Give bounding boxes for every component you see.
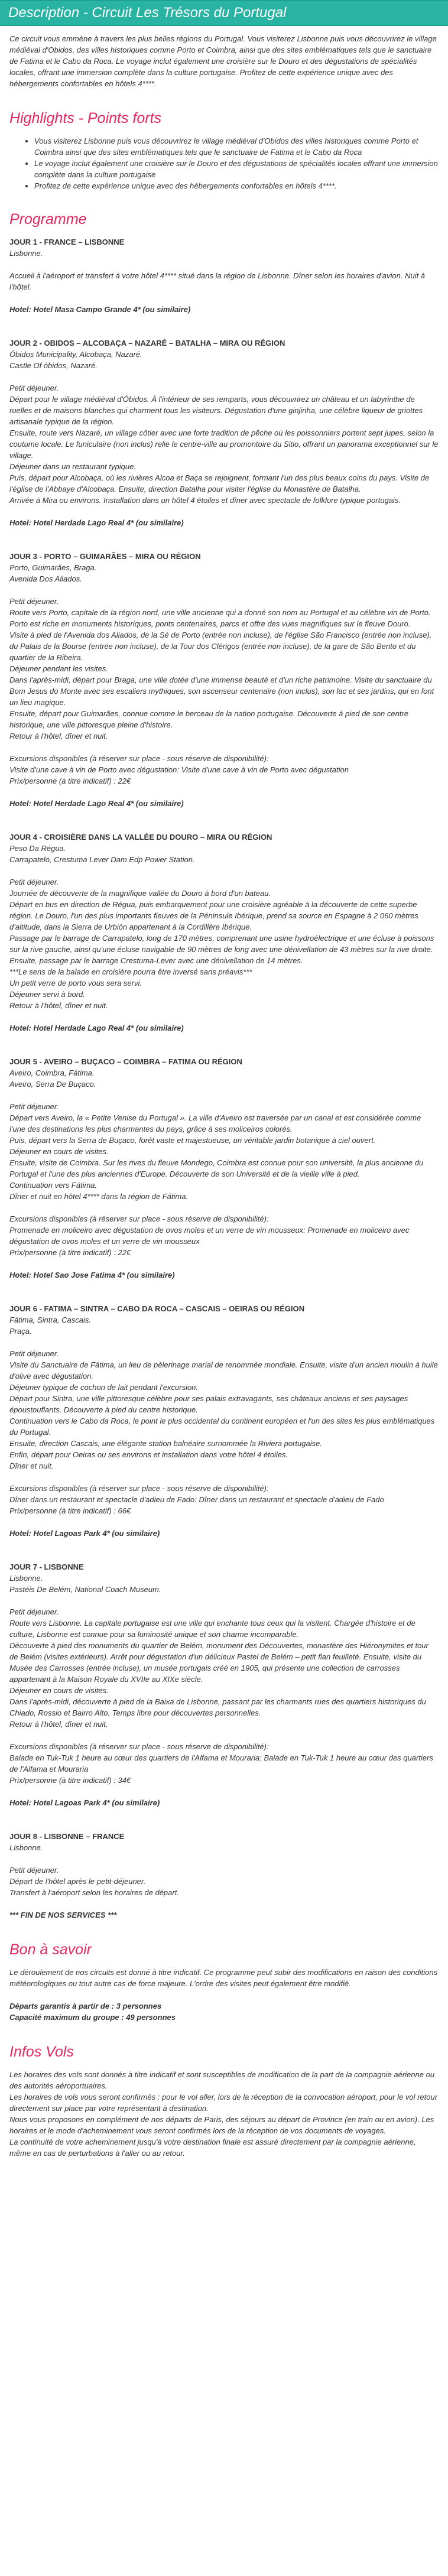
day-section	[9, 337, 439, 528]
day-text-line: Passage par le barrage de Carrapatelo, long de 170 mètres, comprenant une usine hydroélectrique et une écluse à poissons sur la rive gauche, ainsi qu'une écluse navigable de 90 mètres de long avec une dénivellation de 43 mètres sur la rive droite.	[9, 934, 434, 954]
day-places: Fátima, Sintra, Cascais.	[9, 1315, 91, 1324]
day-places: Aveiro, Coimbra, Fátima.	[9, 1068, 95, 1077]
highlight-item: • Profitez de cette expérience unique avec des hébergements confortables en hôtels 4****.	[34, 180, 439, 191]
day-section	[9, 831, 439, 1034]
description-banner: Description - Circuit Les Trésors du Portugal	[0, 0, 448, 26]
day-text-line: ***Le sens de la balade en croisière pourra être inversé sans préavis***	[9, 967, 252, 976]
day-text-line: Petit déjeuner.	[9, 878, 59, 886]
programme-days	[9, 236, 439, 1921]
day-places: Óbidos Municipality, Alcobaça, Nazaré.	[9, 350, 142, 359]
day-places: Aveiro, Serra De Buçaco.	[9, 1080, 96, 1089]
day-text-line: Dîner dans un restaurant et spectacle d'adieu de Fado: Dîner dans un restaurant et spectacle d'adieu de Fado	[9, 1495, 384, 1504]
day-text-line: Dîner et nuit.	[9, 1461, 54, 1470]
day-text-line: Accueil à l'aéroport et transfert à votre hôtel 4**** situé dans la région de Lisbonne. Dîner selon les horaires d'avion. Nuit à l'hôtel.	[9, 271, 426, 291]
day-text-line: Visite d'une cave à vin de Porto avec dégustation: Visite d'une cave à vin de Porto avec dégustation	[9, 765, 349, 774]
highlights-list	[9, 135, 439, 191]
day-heading: JOUR 6 - FATIMA – SINTRA – CABO DA ROCA – CASCAIS – OEIRAS OU RÉGION	[9, 1304, 305, 1313]
infos-vols-line: Les horaires des vols sont donnés à titre indicatif et sont susceptibles de modification de la part de la compagnie aérienne ou des autorités aéroportuaires.	[9, 2070, 435, 2090]
day-text-line: Route vers Lisbonne. La capitale portugaise est une ville qui enchante tous ceux qui la visitent. Chargée d'histoire et de culture, Lisbonne est connue pour sa luminosité unique et son charme incomparable.	[9, 1619, 415, 1639]
content	[0, 26, 448, 2159]
day-places: Pastéis De Belém, National Coach Museum.	[9, 1585, 161, 1594]
day-heading: JOUR 7 - LISBONNE	[9, 1563, 84, 1571]
infos-vols-line: Les horaires de vols vous seront confirmés : pour le vol aller, lors de la réception de la convocation aéroport, pour le vol retour directement sur place par votre représentant à destination.	[9, 2093, 438, 2113]
day-text-line: Transfert à l'aéroport selon les horaires de départ.	[9, 1888, 179, 1897]
day-text-line: Excursions disponibles (à réserver sur place - sous réserve de disponibilité):	[9, 1484, 269, 1493]
day-places: Carrapatelo, Crestuma Lever Dam Edp Power Station.	[9, 855, 195, 864]
infos-vols-heading: Infos Vols	[9, 2044, 74, 2060]
day-text-line: Excursions disponibles (à réserver sur place - sous réserve de disponibilité):	[9, 754, 269, 763]
day-text-line: Petit déjeuner.	[9, 384, 59, 392]
day-hotel: Hotel: Hotel Lagoas Park 4* (ou similaire)	[9, 1798, 160, 1807]
day-text-line: Prix/personne (à titre indicatif) : 66€	[9, 1506, 131, 1515]
day-text-line: Excursions disponibles (à réserver sur place - sous réserve de disponibilité):	[9, 1742, 269, 1751]
bon-savoir-max-capacity: Capacité maximum du groupe : 49 personnes	[9, 2013, 176, 2022]
day-text-line: Déjeuner servi à bord.	[9, 990, 85, 999]
day-text-line: Petit déjeuner.	[9, 1102, 59, 1111]
infos-vols-text	[9, 2069, 439, 2159]
day-text-line: Ensuite, passage par le barrage Crestuma-Lever avec une dénivellation de 14 mètres.	[9, 956, 303, 965]
day-text-line: Prix/personne (à titre indicatif) : 22€	[9, 777, 131, 785]
day-section	[9, 1056, 439, 1281]
day-text-line: Dans l'après-midi, découverte à pied de la Baixa de Lisbonne, passant par les charmants rues des quartiers historiques du Chiado, Rossio et Bairro Alto. Temps libre pour découvertes personnelles.	[9, 1697, 426, 1717]
day-places: Praça.	[9, 1327, 32, 1336]
day-places: Peso Da Régua.	[9, 844, 66, 853]
bon-savoir-heading: Bon à savoir	[9, 1941, 92, 1958]
day-text-line: Ensuite, route vers Nazaré, un village côtier avec une forte tradition de pêche où les poissonniers portent sept jupes, selon la coutume locale. Le funiculaire (non inclus) relie le centre-ville au promontoire du Sitio, offrant un panorama exceptionnel sur le village.	[9, 428, 439, 460]
highlight-item: • Le voyage inclut également une croisière sur le Douro et des dégustations de spécialités locales offrant une immersion complète dans la culture portugaise	[34, 158, 439, 180]
day-text-line: Enfin, départ pour Oeiras ou ses environs et installation dans votre hôtel 4 étoiles.	[9, 1450, 288, 1459]
day-heading: JOUR 3 - PORTO – GUIMARÃES – MIRA OU RÉGION	[9, 552, 201, 561]
day-text-line: Ensuite, visite de Coimbra. Sur les rives du fleuve Mondego, Coimbra est connue pour son université, la plus ancienne du Portugal et l'une des plus anciennes d'Europe. Découverte de son Université et de la vieille ville à pied.	[9, 1158, 424, 1178]
day-places: Lisbonne.	[9, 1574, 43, 1583]
day-text-line: Petit déjeuner.	[9, 1866, 59, 1875]
day-text-line: Visite du Sanctuaire de Fátima, un lieu de pèlerinage marial de renommée mondiale. Ensuite, visite d'un ancien moulin à huile d'olive avec dégustation.	[9, 1360, 438, 1380]
day-text-line: Dîner et nuit en hôtel 4**** dans la région de Fátima.	[9, 1192, 189, 1201]
day-text-line: Retour à l'hôtel, dîner et nuit.	[9, 1001, 108, 1010]
day-text-line: Déjeuner en cours de visites.	[9, 1686, 109, 1695]
day-section	[9, 1561, 439, 1808]
day-text-line: Petit déjeuner.	[9, 1349, 59, 1358]
day-text-line: Arrivée à Mira ou environs. Installation dans un hôtel 4 étoiles et dîner avec spectacle de folklore typique portugais.	[9, 496, 401, 505]
day-text-line: Prix/personne (à titre indicatif) : 22€	[9, 1248, 131, 1257]
day-text-line: Départ pour le village médiéval d'Óbidos. À l'intérieur de ses remparts, vous découvrirez un château et un labyrinthe de ruelles et de maisons blanches qui charment tous les visiteurs. Dégustation d'une ginjinha, une célèbre liqueur de griottes artisanale typique de la région.	[9, 395, 423, 426]
day-text-line: Départ vers Aveiro, la « Petite Venise du Portugal ». La ville d'Aveiro est traversée par un canal et est considérée comme l'une des destinations les plus charmantes du pays, grâce à ses moliceiros colorés.	[9, 1113, 421, 1133]
day-text-line: Départ pour Sintra, une ville pittoresque célèbre pour ses palais extravagants, ses châteaux anciens et ses paysages époustouflants. Découverte à pied du centre historique.	[9, 1394, 408, 1414]
day-text-line: Découverte à pied des monuments du quartier de Belém, monument des Découvertes, monastère des Hiéronymites et tour de Belém (visites extérieurs). Arrêt pour dégustation d'un délicieux Pastel de Belém – petit flan feuilleté. Ensuite, visite du Musée des Carrosses (entrée incluse), un musée portugais créé en 1905, qui présente une collection de carrosses appartenant à la Maison Royale du XVIIe au XIXe siècle.	[9, 1641, 428, 1684]
day-text-line: Dans l'après-midi, départ pour Braga, une ville dotée d'une immense beauté et d'un riche patrimoine. Visite du sanctuaire du Bom Jesus do Monte avec ses escaliers mythiques, son ascenseur centenaire (non inclus), son lac et ses jardins, qui en font un lieu magique.	[9, 675, 434, 707]
day-text-line: Déjeuner en cours de visites.	[9, 1147, 109, 1156]
day-text-line: Continuation vers Fátima.	[9, 1181, 98, 1190]
highlight-item: • Vous visiterez Lisbonne puis vous découvrirez le village médiéval d'Obidos des villes historiques comme Porto et Coimbra ainsi que des sites emblématiques tels que le sanctuaire de Fatima et le Cabo da Roca	[34, 135, 439, 158]
day-hotel: Hotel: Hotel Sao Jose Fatima 4* (ou similaire)	[9, 1271, 175, 1279]
day-heading: JOUR 2 - OBIDOS – ALCOBAÇA – NAZARÉ – BATALHA – MIRA OU RÉGION	[9, 339, 285, 347]
intro-text: Ce circuit vous emmène à travers les plus belles régions du Portugal. Vous visiterez Lisbonne puis vous découvrirez le village médiéval d'Obidos, des villes historiques comme Porto et Coimbra, ainsi que des sites emblématiques tels que le sanctuaire de Fatima et le Cabo da Roca. Le voyage inclut également une croisière sur le Douro et des dégustations de spécialités locales, offrant une immersion complète dans la culture portugaise. Profitez de cette expérience unique avec des hébergements confortables en hôtels 4****.	[9, 34, 437, 88]
day-section	[9, 1831, 439, 1921]
bon-savoir-text: Le déroulement de nos circuits est donné à titre indicatif. Ce programme peut subir des modifications en raison des conditions météorologiques ou tout autre cas de force majeure. L'ordre des visites peut également être modifié.	[9, 1968, 438, 1988]
day-hotel: Hotel: Hotel Herdade Lago Real 4* (ou similaire)	[9, 1024, 184, 1032]
day-hotel: *** FIN DE NOS SERVICES ***	[9, 1911, 117, 1919]
day-text-line: Un petit verre de porto vous sera servi.	[9, 979, 142, 987]
day-text-line: Promenade en moliceiro avec dégustation de ovos moles et un verre de vin mousseux: Promenade en moliceiro avec dégustation de ovos moles et un verre de vin mousseux	[9, 1226, 410, 1246]
day-heading: JOUR 4 - CROISIÈRE DANS LA VALLÉE DU DOURO – MIRA OU RÉGION	[9, 833, 272, 842]
day-hotel: Hotel: Hotel Herdade Lago Real 4* (ou similaire)	[9, 518, 184, 527]
day-places: Porto, Guimarães, Braga.	[9, 563, 97, 572]
day-heading: JOUR 1 - FRANCE – LISBONNE	[9, 238, 125, 246]
day-section	[9, 1303, 439, 1539]
day-text-line: Déjeuner dans un restaurant typique.	[9, 462, 136, 471]
day-text-line: Journée de découverte de la magnifique vallée du Douro à bord d'un bateau.	[9, 889, 271, 898]
day-heading: JOUR 8 - LISBONNE – FRANCE	[9, 1832, 125, 1841]
day-hotel: Hotel: Hotel Masa Campo Grande 4* (ou similaire)	[9, 305, 191, 314]
day-text-line: Balade en Tuk-Tuk 1 heure au cœur des quartiers de l'Alfama et Mouraria: Balade en Tuk-Tuk 1 heure au cœur des quartiers de l'Alfama et Mouraria	[9, 1753, 433, 1773]
day-hotel: Hotel: Hotel Lagoas Park 4* (ou similaire)	[9, 1529, 160, 1538]
day-hotel: Hotel: Hotel Herdade Lago Real 4* (ou similaire)	[9, 799, 184, 808]
day-text-line: Ensuite, départ pour Guimarães, connue comme le berceau de la nation portugaise. Découverte à pied de son centre historique, une ville pittoresque pleine d'histoire.	[9, 709, 408, 729]
day-text-line: Puis, départ pour Alcobaça, où les rivières Alcoa et Baça se rejoignent, formant l'un des plus beaux coins du pays. Visite de l'église de l'Abbaye d'Alcobaça. Ensuite, direction Batalha pour visiter l'église du Monastère de Batalha.	[9, 473, 430, 493]
day-text-line: Petit déjeuner.	[9, 1607, 59, 1616]
day-text-line: Retour à l'hôtel, dîner et nuit.	[9, 732, 108, 740]
day-places: Lisbonne.	[9, 1843, 43, 1852]
day-text-line: Prix/personne (à titre indicatif) : 34€	[9, 1776, 131, 1785]
day-text-line: Ensuite, direction Cascais, une élégante station balnéaire surnommée la Riviera portugaise.	[9, 1439, 322, 1448]
day-text-line: Départ en bus en direction de Régua, puis embarquement pour une croisière agréable à la découverte de cette superbe région. Le Douro, l'un des plus importants fleuves de la Péninsule Ibérique, prend sa source en Espagne à 2 060 mètres d'altitude, dans la Sierra de Urbión appartenant à la Cordillère Ibérique.	[9, 900, 418, 931]
day-heading: JOUR 5 - AVEIRO – BUÇACO – COIMBRA – FATIMA OU RÉGION	[9, 1057, 242, 1066]
day-section	[9, 551, 439, 809]
day-text-line: Visite à pied de l'Avenida dos Aliados, de la Sé de Porto (entrée non incluse), de l'église São Francisco (entrée non incluse), du Palais de la Bourse (entrée non incluse), de la Tour dos Clérigos (entrée non incluse), de la gare de São Bento et du quartier de la Ribeira.	[9, 631, 432, 662]
day-places: Avenida Dos Aliados.	[9, 574, 82, 583]
day-text-line: Départ de l'hôtel après le petit-déjeuner.	[9, 1877, 146, 1886]
day-text-line: Retour à l'hôtel, dîner et nuit.	[9, 1720, 108, 1729]
day-text-line: Puis, départ vers la Serra de Buçaco, forêt vaste et majestueuse, un véritable jardin botanique à ciel ouvert.	[9, 1136, 376, 1145]
day-text-line: Petit déjeuner.	[9, 597, 59, 606]
day-places: Lisbonne.	[9, 249, 43, 258]
day-places: Castle Of óbidos, Nazaré.	[9, 361, 98, 370]
day-text-line: Continuation vers le Cabo da Roca, le point le plus occidental du continent européen et l'un des sites les plus emblématiques du Portugal.	[9, 1417, 435, 1437]
day-text-line: Déjeuner typique de cochon de lait pendant l'excursion.	[9, 1383, 199, 1392]
highlights-heading: Highlights - Points forts	[9, 110, 162, 126]
day-text-line: Excursions disponibles (à réserver sur place - sous réserve de disponibilité):	[9, 1214, 269, 1223]
day-text-line: Route vers Porto, capitale de la région nord, une ville ancienne qui a donné son nom au Portugal et au célèbre vin de Porto. Porto est riche en monuments historiques, ponts centenaires, parcs et offre des vues magnifiques sur le fleuve Douro.	[9, 608, 431, 628]
day-text-line: Déjeuner pendant les visites.	[9, 664, 108, 673]
bon-savoir-min-participants: Départs garantis à partir de : 3 personnes	[9, 2002, 162, 2010]
infos-vols-line: Nous vous proposons en complément de nos départs de Paris, des séjours au départ de Province (en train ou en avion). Les horaires et le mode d'acheminement vous seront confirmés lors de la réception de vos documents de voyages.	[9, 2115, 434, 2135]
infos-vols-line: La continuité de votre acheminement jusqu'à votre destination finale est assuré directement par la compagnie aérienne, même en cas de perturbations à l'aller ou au retour.	[9, 2138, 416, 2158]
day-section	[9, 236, 439, 315]
programme-heading: Programme	[9, 211, 87, 228]
